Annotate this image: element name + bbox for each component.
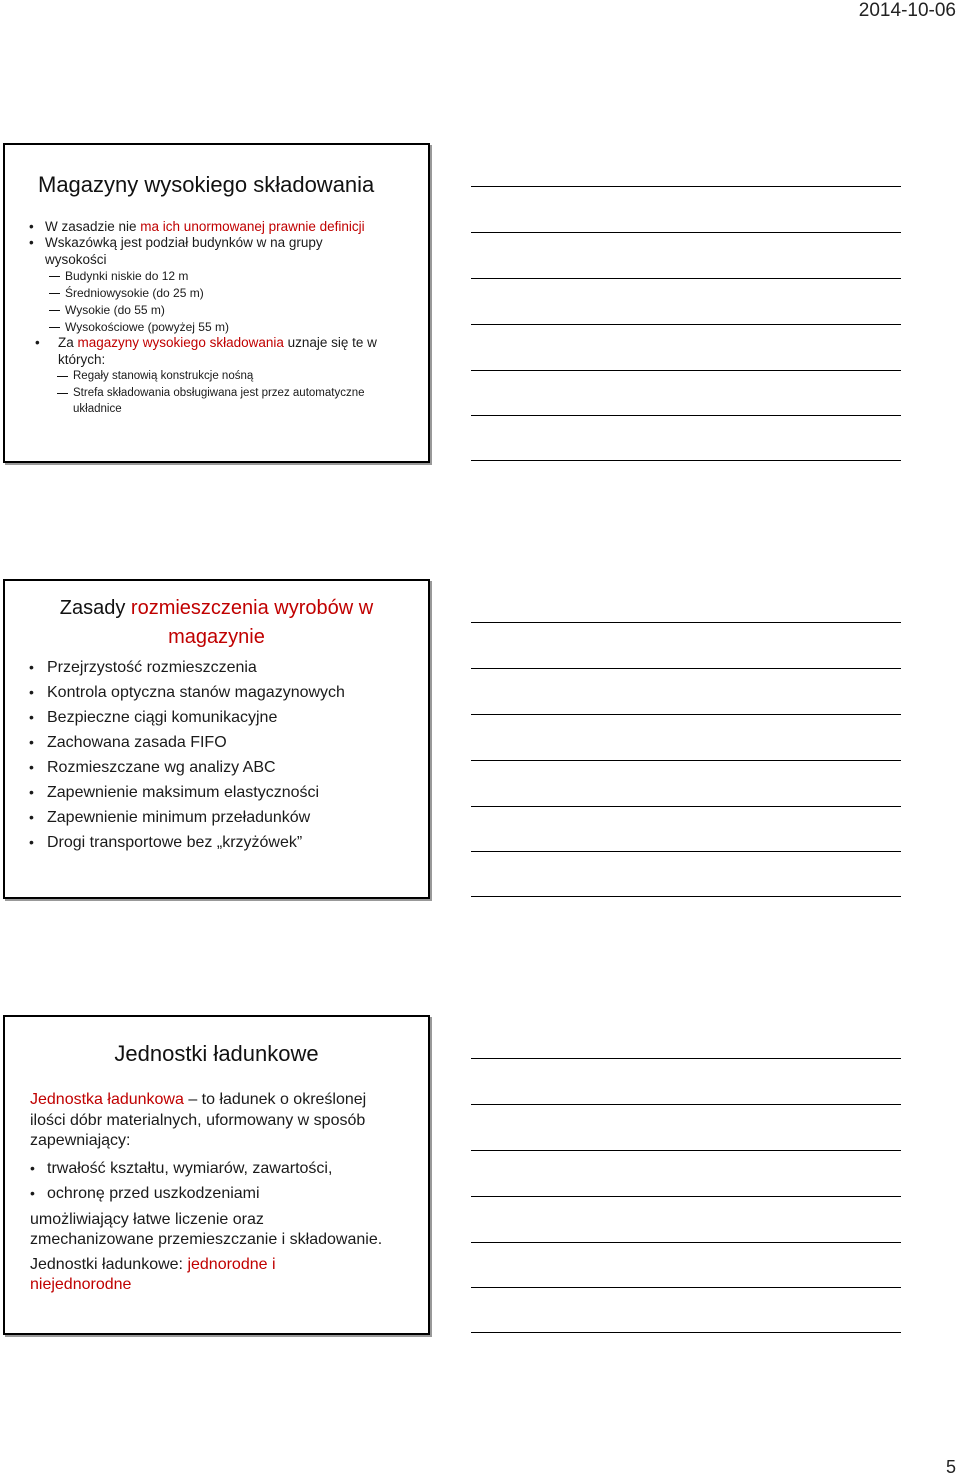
note-line bbox=[471, 1332, 901, 1333]
sub-bullet-item: Budynki niskie do 12 m bbox=[27, 268, 417, 285]
note-line bbox=[471, 714, 901, 715]
note-line bbox=[471, 232, 901, 233]
bullet-item: • Za magazyny wysokiego składowania uznaje się te w których: bbox=[31, 335, 417, 368]
note-line bbox=[471, 668, 901, 669]
slide-2-title: Zasady rozmieszczenia wyrobów w magazynie bbox=[59, 597, 374, 648]
slide-1 bbox=[3, 143, 430, 463]
note-line bbox=[471, 1196, 901, 1197]
bullet-item: • Drogi transportowe bez „krzyżówek” bbox=[29, 830, 345, 855]
slide-3-body bbox=[30, 1090, 420, 1296]
note-line bbox=[471, 324, 901, 325]
slide-3-title: Jednostki ładunkowe bbox=[114, 1041, 319, 1066]
paragraph: Jednostki ładunkowe: jednorodne i niejednorodne bbox=[30, 1255, 276, 1293]
note-line bbox=[471, 1287, 901, 1288]
sub-bullet-item: Strefa składowania obsługiwana jest przez automatyczne układnice bbox=[27, 385, 417, 418]
bullet-item: • Bezpieczne ciągi komunikacyjne bbox=[29, 705, 345, 730]
bullet-item: • Zapewnienie maksimum elastyczności bbox=[29, 780, 345, 805]
bullet-item: • Wskazówką jest podział budynków w na grupy wysokości bbox=[27, 235, 417, 268]
slide-3-bullets bbox=[30, 1156, 420, 1206]
bullet-item: • Zapewnienie minimum przeładunków bbox=[29, 805, 345, 830]
note-line bbox=[471, 1242, 901, 1243]
note-line bbox=[471, 760, 901, 761]
note-line bbox=[471, 896, 901, 897]
bullet-item: • Rozmieszczane wg analizy ABC bbox=[29, 755, 345, 780]
bullet-item: • W zasadzie nie ma ich unormowanej prawnie definicji bbox=[27, 219, 417, 235]
slide-2-bullets bbox=[29, 655, 345, 855]
note-line bbox=[471, 1150, 901, 1151]
note-line bbox=[471, 278, 901, 279]
header-date: 2014-10-06 bbox=[858, 0, 956, 21]
note-line bbox=[471, 1058, 901, 1059]
note-line bbox=[471, 370, 901, 371]
definition-paragraph: Jednostka ładunkowa – to ładunek o określonej ilości dóbr materialnych, uformowany w sposób zapewniający: bbox=[30, 1091, 367, 1149]
note-line bbox=[471, 186, 901, 187]
bullet-item: • Zachowana zasada FIFO bbox=[29, 730, 345, 755]
sub-bullet-item: Wysokościowe (powyżej 55 m) bbox=[27, 319, 417, 336]
note-line bbox=[471, 460, 901, 461]
paragraph: umożliwiający łatwe liczenie oraz zmechanizowane przemieszczanie i składowanie. bbox=[30, 1210, 383, 1248]
sub-bullet-item: Średniowysokie (do 25 m) bbox=[27, 285, 417, 302]
page-number: 5 bbox=[945, 1457, 956, 1477]
slide-1-title: Magazyny wysokiego składowania bbox=[38, 172, 375, 197]
note-line bbox=[471, 415, 901, 416]
bullet-item: • Kontrola optyczna stanów magazynowych bbox=[29, 680, 345, 705]
sub-bullet-item: Wysokie (do 55 m) bbox=[27, 302, 417, 319]
note-line bbox=[471, 851, 901, 852]
note-line bbox=[471, 622, 901, 623]
bullet-item: • ochronę przed uszkodzeniami bbox=[30, 1181, 420, 1206]
sub-bullet-item: Regały stanowią konstrukcje nośną bbox=[27, 368, 417, 385]
note-line bbox=[471, 806, 901, 807]
bullet-item: • Przejrzystość rozmieszczenia bbox=[29, 655, 345, 680]
slide-3 bbox=[3, 1015, 430, 1335]
slide-2 bbox=[3, 579, 430, 899]
slide-1-bullets bbox=[27, 219, 417, 418]
bullet-item: • trwałość kształtu, wymiarów, zawartości, bbox=[30, 1156, 420, 1181]
note-line bbox=[471, 1104, 901, 1105]
